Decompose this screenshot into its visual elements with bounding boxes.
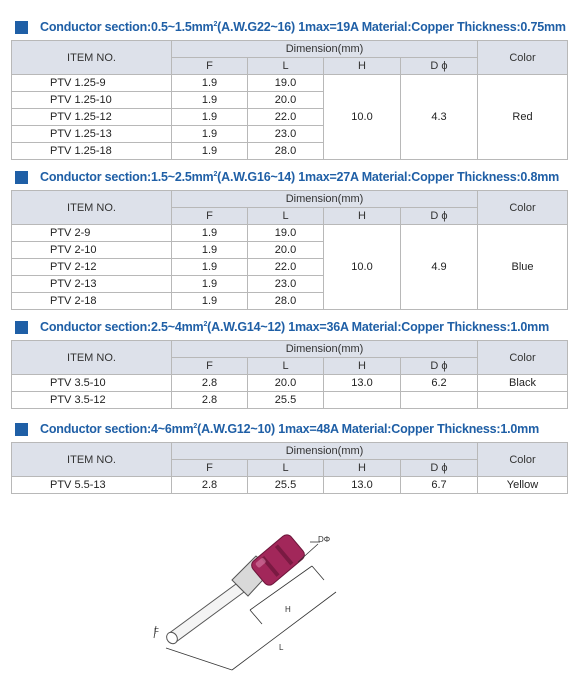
f-cell: 1.9 (172, 126, 248, 143)
header-l: L (248, 460, 324, 477)
section-title-text: Conductor $section:0.5\sim 1.5mm^2(A.W.G22\sim 16)$ 1max=19A Material:Copper Thickness:0.75mm (40, 20, 566, 34)
header-h: H (324, 208, 401, 225)
spec-table (11, 442, 568, 494)
header-dimension: Dimension(mm) (172, 341, 478, 358)
header-d: D ϕ (401, 208, 478, 225)
spec-table (11, 40, 568, 160)
table-row (12, 477, 568, 494)
section-3 (11, 316, 567, 409)
item-cell: PTV 3.5-12 (12, 392, 172, 409)
header-item-no: ITEM NO. (12, 341, 172, 375)
header-d: D ϕ (401, 460, 478, 477)
f-cell: 1.9 (172, 276, 248, 293)
pin-shape (168, 584, 244, 642)
header-dimension: Dimension(mm) (172, 443, 478, 460)
label-l: L (279, 643, 284, 652)
color-cell: Black (478, 375, 568, 392)
l-cell: 23.0 (248, 126, 324, 143)
header-color: Color (478, 41, 568, 75)
h-cell (324, 392, 401, 409)
header-item-no: ITEM NO. (12, 443, 172, 477)
item-cell: PTV 1.25-18 (12, 143, 172, 160)
section-title (11, 316, 567, 338)
l-cell: 25.5 (248, 392, 324, 409)
l-cell: 22.0 (248, 109, 324, 126)
header-h: H (324, 358, 401, 375)
f-cell: 1.9 (172, 293, 248, 310)
item-cell: PTV 2-13 (12, 276, 172, 293)
section-title (11, 418, 567, 440)
header-f: F (172, 358, 248, 375)
table-row (12, 375, 568, 392)
l-cell: 25.5 (248, 477, 324, 494)
h-cell: 10.0 (324, 225, 401, 310)
spec-table (11, 190, 568, 310)
section-title-text: Conductor $section:1.5\sim 2.5mm^2(A.W.G16\sim 14)$ 1max=27A Material:Copper Thickness:0.8mm (40, 170, 560, 184)
header-l: L (248, 58, 324, 75)
l-cell: 19.0 (248, 225, 324, 242)
item-cell: PTV 2-10 (12, 242, 172, 259)
item-cell: PTV 2-12 (12, 259, 172, 276)
l-cell: 23.0 (248, 276, 324, 293)
h-cell: 10.0 (324, 75, 401, 160)
f-cell: 2.8 (172, 392, 248, 409)
f-cell: 2.8 (172, 477, 248, 494)
color-cell (478, 392, 568, 409)
header-color: Color (478, 341, 568, 375)
pin-terminal-drawing (140, 522, 360, 682)
l-cell: 22.0 (248, 259, 324, 276)
l-cell: 28.0 (248, 143, 324, 160)
f-cell: 2.8 (172, 375, 248, 392)
header-d: D ϕ (401, 58, 478, 75)
item-cell: PTV 1.25-12 (12, 109, 172, 126)
label-h: H (285, 605, 291, 614)
f-cell: 1.9 (172, 92, 248, 109)
f-cell: 1.9 (172, 242, 248, 259)
section-title (11, 16, 567, 38)
section-4 (11, 418, 567, 494)
header-item-no: ITEM NO. (12, 191, 172, 225)
f-cell: 1.9 (172, 75, 248, 92)
h-cell: 13.0 (324, 477, 401, 494)
item-cell: PTV 1.25-13 (12, 126, 172, 143)
h-cell: 13.0 (324, 375, 401, 392)
header-d: D ϕ (401, 358, 478, 375)
item-cell: PTV 5.5-13 (12, 477, 172, 494)
d-cell: 4.9 (401, 225, 478, 310)
f-cell: 1.9 (172, 259, 248, 276)
header-color: Color (478, 443, 568, 477)
header-dimension: Dimension(mm) (172, 191, 478, 208)
item-cell: PTV 3.5-10 (12, 375, 172, 392)
color-cell: Yellow (478, 477, 568, 494)
label-d-phi: DΦ (318, 535, 331, 544)
section-2 (11, 166, 567, 310)
color-cell: Red (478, 75, 568, 160)
header-item-no: ITEM NO. (12, 41, 172, 75)
l-cell: 28.0 (248, 293, 324, 310)
label-f: F (154, 627, 159, 636)
item-cell: PTV 1.25-9 (12, 75, 172, 92)
header-color: Color (478, 191, 568, 225)
f-cell: 1.9 (172, 143, 248, 160)
item-cell: PTV 2-18 (12, 293, 172, 310)
section-title-text: Conductor $section:4\sim 6mm^2(A.W.G12\sim 10)$ 1max=48A Material:Copper Thickness:1.0mm (40, 422, 539, 436)
dimension-lines (154, 542, 336, 670)
d-cell: 4.3 (401, 75, 478, 160)
color-cell: Blue (478, 225, 568, 310)
d-cell (401, 392, 478, 409)
header-f: F (172, 58, 248, 75)
d-cell: 6.2 (401, 375, 478, 392)
terminal-diagram (140, 522, 360, 682)
section-bullet-icon (15, 321, 28, 334)
section-title-text: Conductor $section:2.5\sim 4mm^2(A.W.G14\sim 12)$ 1max=36A Material:Copper Thickness:1.0mm (40, 320, 550, 334)
item-cell: PTV 1.25-10 (12, 92, 172, 109)
table-row (12, 75, 568, 92)
f-cell: 1.9 (172, 225, 248, 242)
header-l: L (248, 208, 324, 225)
spec-table (11, 340, 568, 409)
l-cell: 19.0 (248, 75, 324, 92)
l-cell: 20.0 (248, 375, 324, 392)
header-f: F (172, 208, 248, 225)
item-cell: PTV 2-9 (12, 225, 172, 242)
l-cell: 20.0 (248, 92, 324, 109)
d-cell: 6.7 (401, 477, 478, 494)
section-bullet-icon (15, 21, 28, 34)
header-l: L (248, 358, 324, 375)
header-dimension: Dimension(mm) (172, 41, 478, 58)
section-bullet-icon (15, 423, 28, 436)
header-h: H (324, 460, 401, 477)
f-cell: 1.9 (172, 109, 248, 126)
l-cell: 20.0 (248, 242, 324, 259)
header-f: F (172, 460, 248, 477)
table-row (12, 392, 568, 409)
section-title (11, 166, 567, 188)
section-bullet-icon (15, 171, 28, 184)
header-h: H (324, 58, 401, 75)
table-row (12, 225, 568, 242)
section-1 (11, 16, 567, 160)
